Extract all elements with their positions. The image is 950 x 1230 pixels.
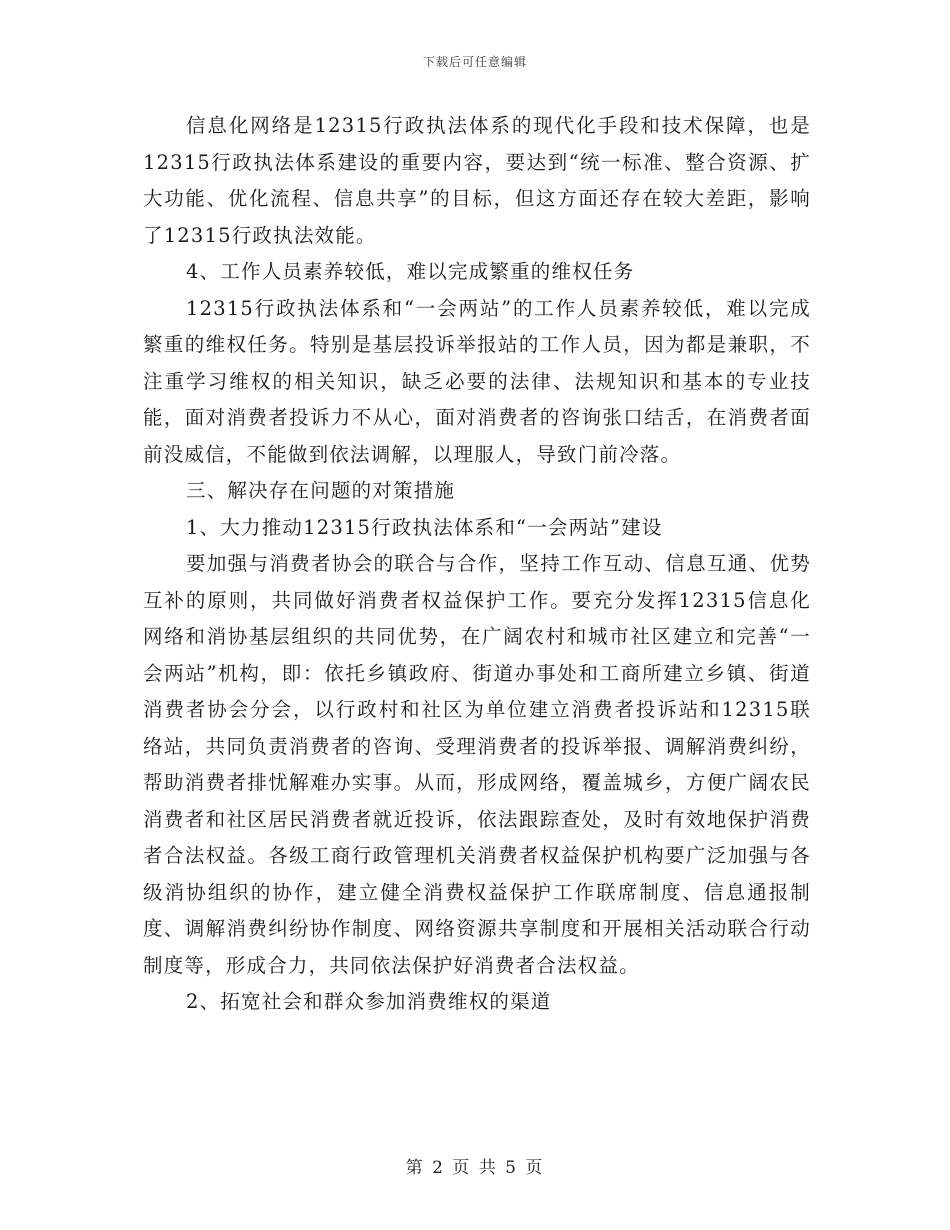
section-heading-1: 1、大力推动12315行政执法体系和“一会两站”建设 [186,515,663,539]
paragraph-network: 信息化网络是12315行政执法体系的现代化手段和技术保障，也是12315行政执法体系建设的重要内容，要达到“统一标准、整合资源、扩大功能、优化流程、信息共享”的目标，但这方面还存在较大差距，影响了12315行政执法效能。 [143,114,811,247]
section-heading-4: 4、工作人员素养较低，难以完成繁重的维权任务 [186,260,635,283]
section-heading-three: 三、解决存在问题的对策措施 [186,479,456,502]
page-footer: 第 2 页 共 5 页 [405,1158,545,1178]
document-body [143,108,811,1021]
section-heading-2: 2、拓宽社会和群众参加消费维权的渠道 [186,990,552,1013]
page-header: 下载后可任意编辑 [422,55,527,69]
paragraph-staff: 12315行政执法体系和“一会两站”的工作人员素养较低，难以完成繁重的维权任务。特别是基层投诉举报站的工作人员，因为都是兼职，不注重学习维权的相关知识，缺乏必要的法律、法规知识和基本的专业技能，面对消费者投诉力不从心，面对消费者的咨询张口结舌，在消费者面前没威信，不能做到依法调解，以理服人，导致门前冷落。 [143,296,811,466]
paragraph-cooperation: 要加强与消费者协会的联合与合作，坚持工作互动、信息互通、优势互补的原则，共同做好消费者权益保护工作。要充分发挥12315信息化网络和消协基层组织的共同优势，在广阔农村和城市社区建立和完善“一会两站”机构，即：依托乡镇政府、街道办事处和工商所建立乡镇、街道消费者协会分会，以行政村和社区为单位建立消费者投诉站和12315联络站，共同负责消费者的咨询、受理消费者的投诉举报、调解消费纠纷，帮助消费者排忧解难办实事。从而，形成网络，覆盖城乡，方便广阔农民消费者和社区居民消费者就近投诉，依法跟踪查处，及时有效地保护消费者合法权益。各级工商行政管理机关消费者权益保护机构要广泛加强与各级消协组织的协作，建立健全消费权益保护工作联席制度、信息通报制度、调解消费纠纷协作制度、网络资源共享制度和开展相关活动联合行动制度等，形成合力，共同依法保护好消费者合法权益。 [143,552,811,977]
